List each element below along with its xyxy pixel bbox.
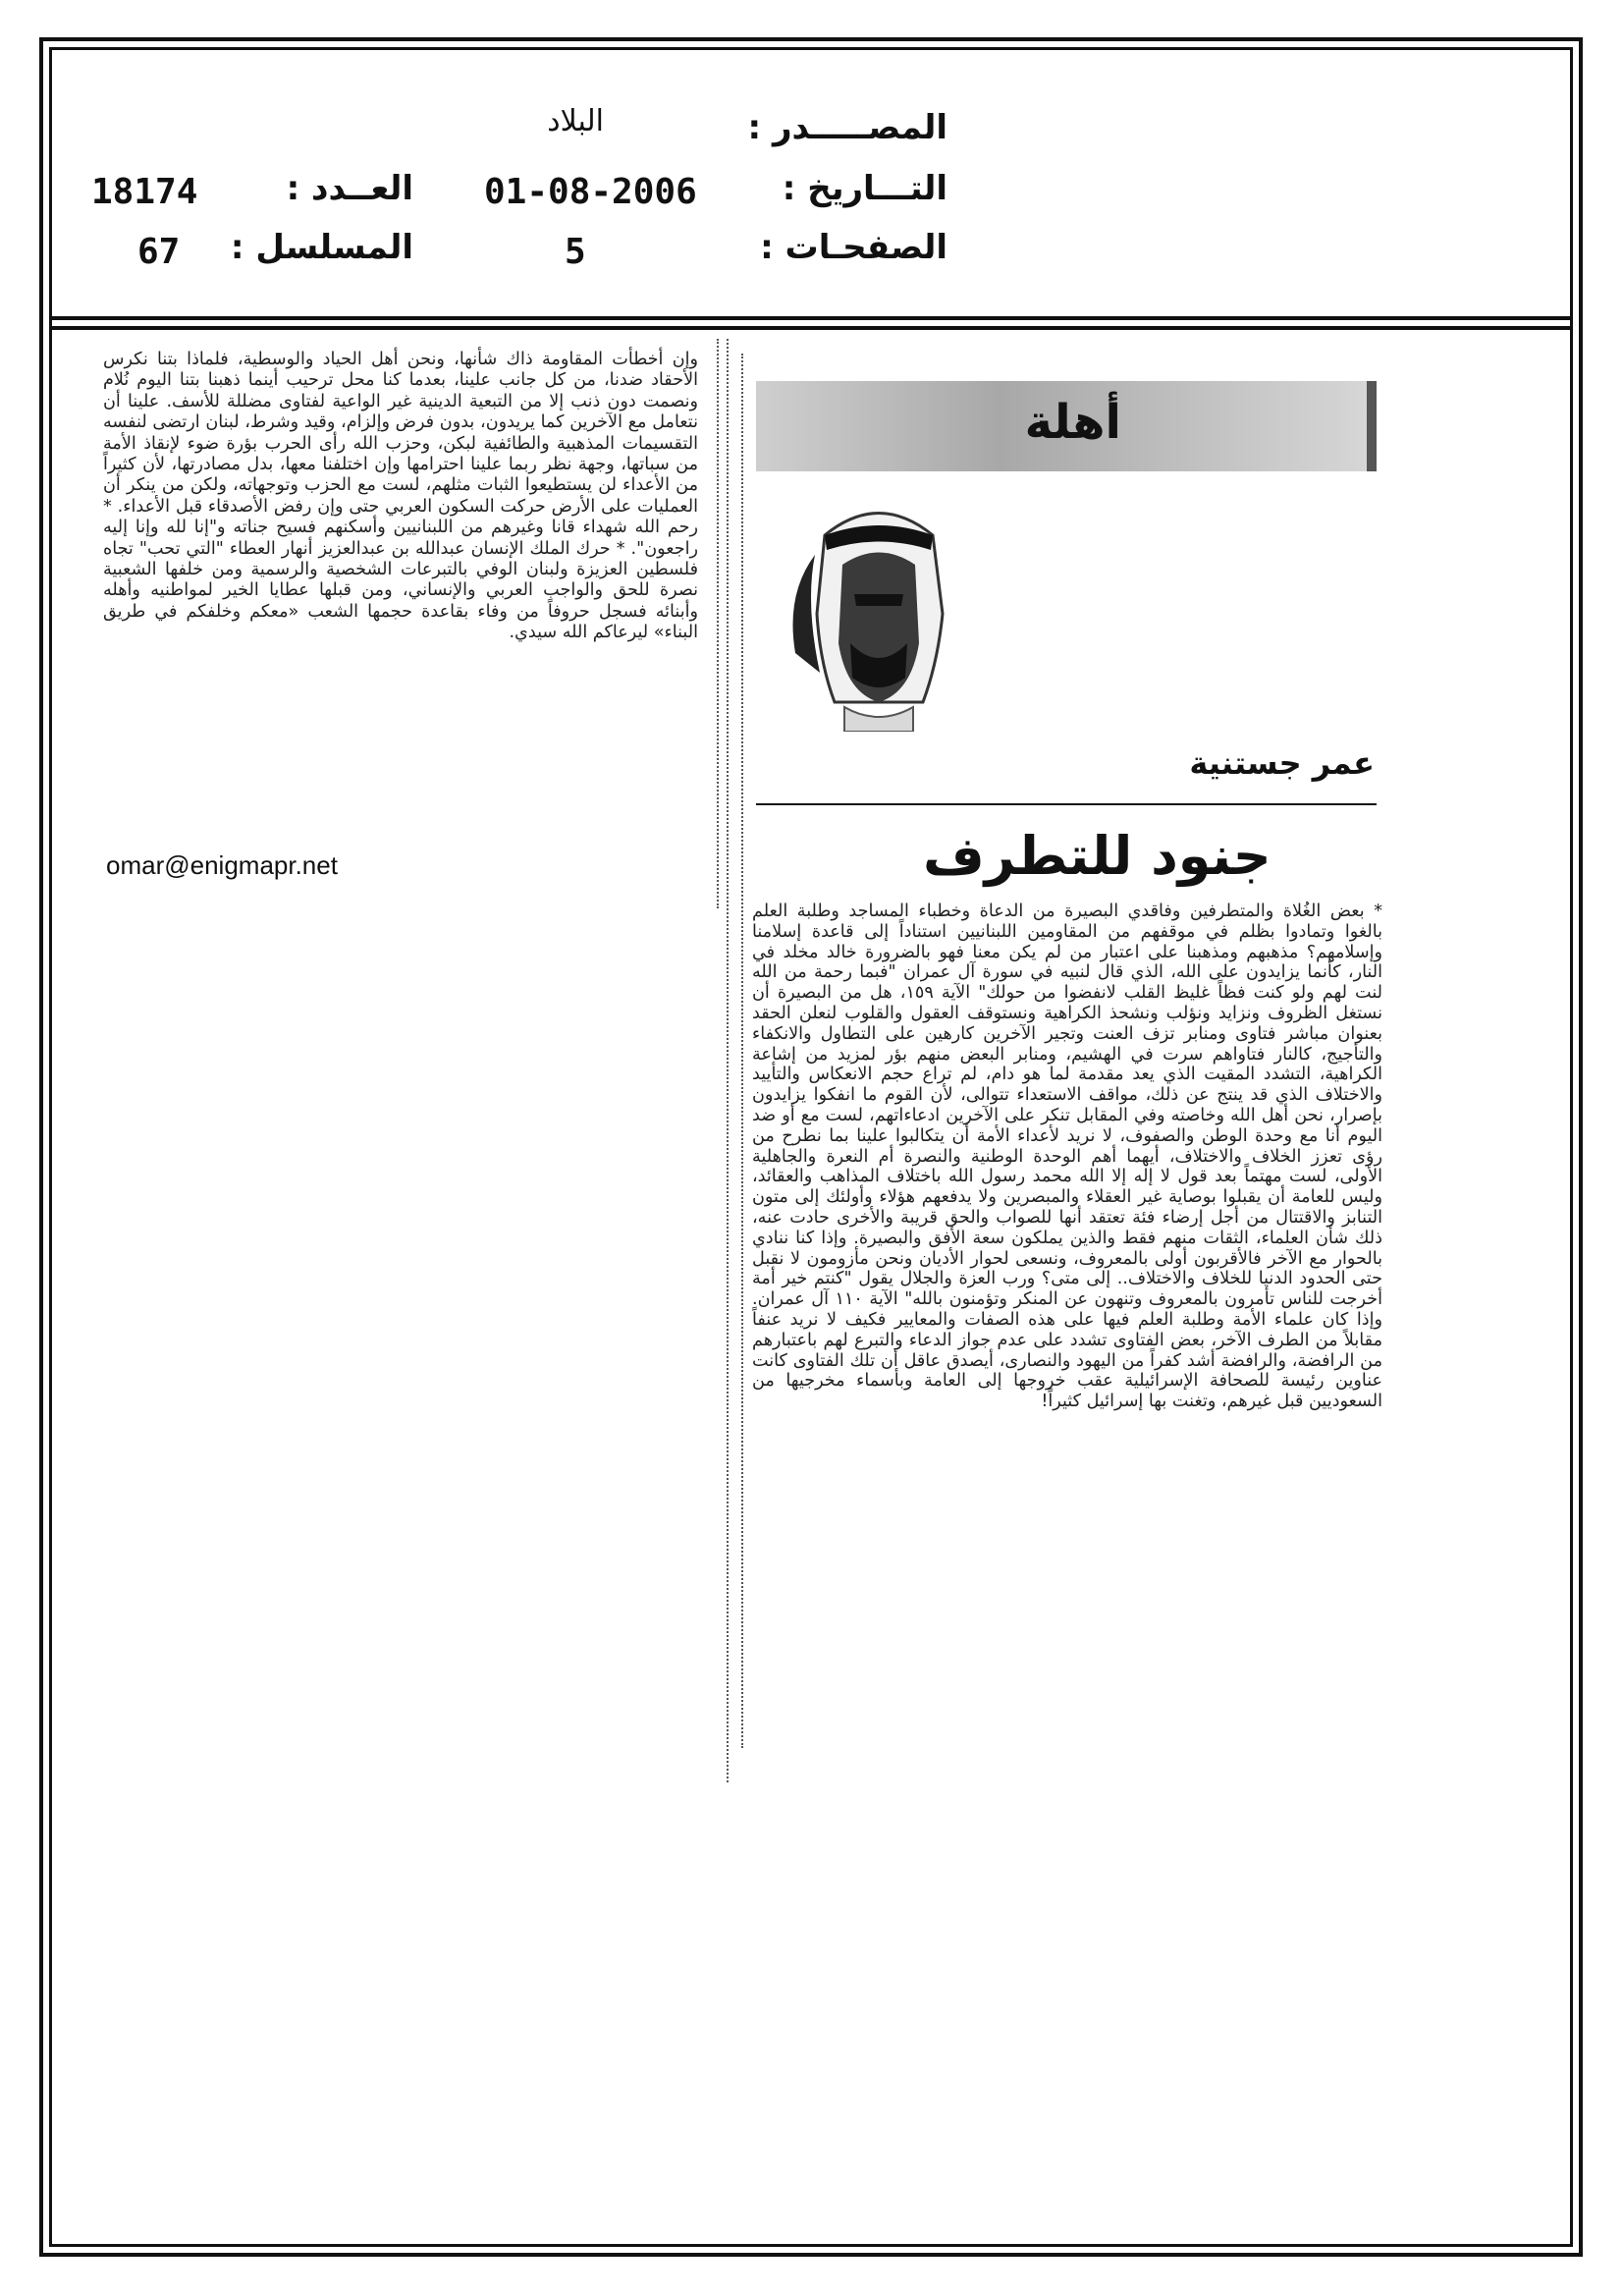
date-label: التـــاريخ :: [782, 169, 947, 208]
column-rule-article: [741, 354, 743, 1748]
section-title: أهلة: [1024, 395, 1121, 450]
header-divider: [49, 316, 1573, 320]
author-photo: [785, 496, 972, 732]
headline-rule: [756, 803, 1377, 805]
serial-value: 67: [137, 232, 181, 272]
author-name: عمر جستنية: [1189, 744, 1375, 782]
issue-label: العــدد :: [286, 169, 413, 208]
date-value: 01-08-2006: [484, 172, 697, 212]
pages-label: الصفحـات :: [760, 228, 947, 267]
column-rule-left: [717, 339, 719, 908]
article-text-left: وإن أخطأت المقاومة ذاك شأنها، ونحن أهل الحياد والوسطية، فلماذا بتنا نكرس الأحقاد ضدنا، من كل جانب علينا، بعدما كنا محل ترحيب أينما ذهبنا بتنا اليوم نُلام ونصمت دون ذنب إلا من التبعية الدينية غير الواعية لفتاوى مضللة للأسف. علينا أن نتعامل مع الآخرين كما يريدون، بدون فرض وإلزام، وقيد وشرط، لبنان ارتضى لنفسه التقسيمات المذهبية والطائفية لبكن، وحزب الله رأى الحرب بؤرة ضوء لإنقاذ الأمة من سباتها، وجهة نظر ربما علينا احترامها وإن اختلفنا معها، بدل مصادرتها، لأن كثيراً من الأعداء لن يستطيعوا الثبات مثلهم، لست مع الحزب وتوجهاته، ولكن من ينكر أن العمليات على الأرض حركت السكون العربي حتى وإن رفض الأصدقاء قبل الأعداء. * رحم الله شهداء قانا وغيرهم من اللبنانيين وأسكنهم فسيح جناته و"إنا لله وإنا إليه راجعون". * حرك الملك الإنسان عبدالله بن عبدالعزيز أنهار العطاء "التي تحب" تجاه فلسطين العزيزة ولبنان الوفي بالتبرعات الشخصية والرسمية ومن خلفها الشعبية نصرة للحق والواجب العربي والإنساني، ومن قبلها عطايا الخير لمواطنيه وأهله وأبنائه فسجل حروفاً من وفاء بقاعدة حجمها الشعب «معكم وخلفكم في طريق البناء» ليرعاكم الله سيدي.: [103, 350, 698, 643]
serial-label: المسلسل :: [230, 228, 413, 267]
issue-value: 18174: [91, 172, 198, 212]
article-body-right-column: [752, 902, 1382, 1412]
headline: جنود للتطرف: [923, 825, 1271, 887]
article-body-left-column: [103, 350, 698, 644]
column-rule-middle: [727, 339, 729, 1782]
author-email: omar@enigmapr.net: [106, 850, 338, 880]
header-divider-2: [49, 326, 1573, 330]
source-label: المصـــــدر :: [747, 108, 947, 147]
article-text-right: * بعض الغُلاة والمتطرفين وفاقدي البصيرة من الدعاة وخطباء المساجد وطلبة العلم بالغوا وتمادوا بظلم في موقفهم من المقاومين اللبنانيين استناداً إلى قاعدة إسلامنا وإسلامهم؟ مذهبهم ومذهبنا على اعتبار من لم يكن معنا فهو بالضرورة خالد مخلد في النار، كأنما يزايدون على الله، الذي قال لنبيه في سورة آل عمران "فبما رحمة من الله لنت لهم ولو كنت فظاً غليظ القلب لانفضوا من حولك" الآية ١٥٩، هل من البصيرة أن نستغل الظروف ونزايد ونؤلب ونشحذ الكراهية ونستوقف العقول والقلوب لنعلن الحقد بعنوان مباشر فتاوى ومنابر تزف العنت وتجير الآخرين كارهين على التطاول والانكفاء والتأجيج، كالنار فتاواهم سرت في الهشيم، ومنابر البعض منهم بؤر لمزيد من إشاعة الكراهية، التشدد المقيت الذي يعد مقدمة لما هو دام، لم تراع حجم الانعكاس والتأييد والاختلاف الذي قد ينتج عن ذلك، مواقف الاستعداء تتوالى، لأن القوم ما انفكوا يزايدون بإصرار، نحن أهل الله وخاصته وفي المقابل تنكر على الآخرين ادعاءاتهم، لست مع أو ضد اليوم أنا مع وحدة الوطن والصفوف، لا نريد لأعداء الأمة أن يتكالبوا علينا بما نطرح من رؤى تعزز الخلاف والاختلاف، أيهما أهم الوحدة الوطنية والنصرة أم النعرة والجاهلية الأولى، لست مهتماً بعد قول لا إله إلا الله محمد رسول الله باختلاف المذاهب والعقائد، وليس للعامة أن يقبلوا بوصاية غير العقلاء والمبصرين ولا يدفعهم هؤلاء وأولئك إلى متون التنابز والاقتتال من أجل إرضاء فئة تعتقد أنها للصواب والحق قريبة والأخرى حادت عنه، ذلك شأن العلماء، الثقات منهم فقط والذين يملكون سعة الأفق والبصيرة. وإذا كنا ننادي بالحوار مع الآخر فالأقربون أولى بالمعروف، ونسعى لحوار الأديان ونحن مأزومون لا نقبل حتى الحدود الدنيا للخلاف والاختلاف.. إلى متى؟ ورب العزة والجلال يقول "كنتم خير أمة أخرجت للناس تأمرون بالمعروف وتنهون عن المنكر وتؤمنون بالله" الآية ١١٠ آل عمران. وإذا كان علماء الأمة وطلبة العلم فيها على هذه الصفات والمعايير فكيف لا نريد عنفاً مقابلاً من الطرف الآخر، بعض الفتاوى تشدد على عدم جواز الدعاء والتبرع لهم باعتبارهم من الرافضة، والرافضة أشد كفراً من اليهود والنصارى، أيصدق عاقل أن تلك الفتاوى كانت عناوين رئيسة للصحافة الإسرائيلية عقب خروجها إلى العامة وبأسماء مخرجيها من السعوديين قبل غيرهم، وتغنت بها إسرائيل كثيراً!: [752, 902, 1382, 1412]
pages-value: 5: [565, 232, 586, 272]
source-value: البلاد: [547, 104, 604, 138]
section-banner: [756, 381, 1377, 471]
